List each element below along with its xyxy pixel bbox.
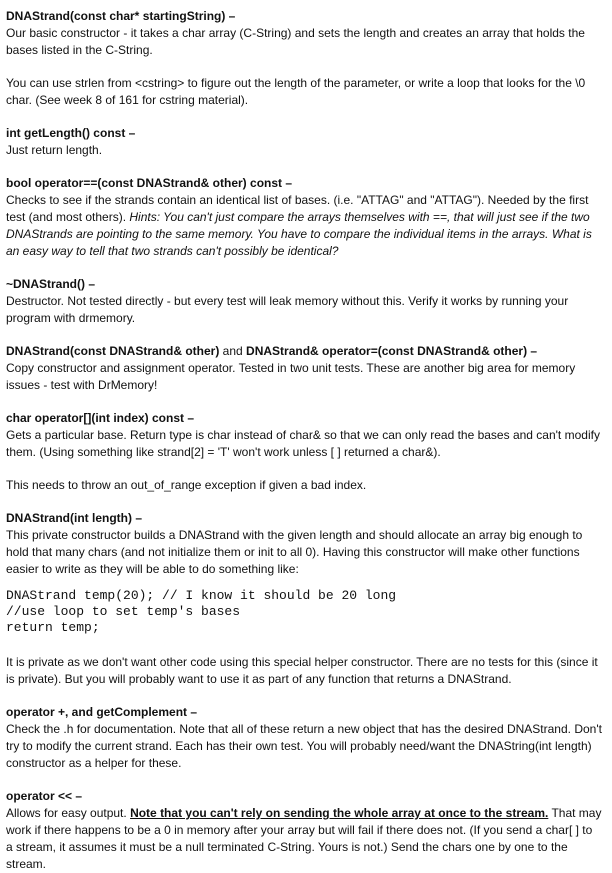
spacer: [6, 260, 602, 276]
spacer: [6, 394, 602, 410]
section-body: Copy constructor and assignment operator. Tested in two unit tests. These are another big area for memory issues - test with DrMemory!: [6, 361, 576, 392]
section-operator-plus-complement: [6, 704, 602, 772]
code-sample: [6, 588, 602, 636]
spacer: [6, 461, 602, 477]
code-line: return temp;: [6, 620, 100, 635]
section-body: [6, 192, 602, 260]
section-heading: DNAStrand(const char* startingString) –: [6, 9, 236, 23]
spacer: [6, 159, 602, 175]
section-operator-equals: [6, 175, 602, 260]
section-heading: int getLength() const –: [6, 126, 136, 140]
heading-copy-constructor: DNAStrand(const DNAStrand& other): [6, 344, 220, 358]
spacer: [6, 688, 602, 704]
section-constructor-cstring: [6, 8, 602, 59]
section-heading: [6, 343, 602, 360]
heading-and: and: [219, 344, 247, 358]
body-text: That may work if there happens to be a 0 in memory after your array but will fail if there does not. (If you send a char[ ] to a stream, it assumes it must be a null terminated C-String. Yours is not.) Send the chars one by one to the stream.: [6, 806, 602, 871]
code-line: DNAStrand temp(20); // I know it should be 20 long: [6, 588, 397, 603]
body-text: Allows for easy output.: [6, 806, 131, 820]
spacer: [6, 772, 602, 788]
section-output-operator: [6, 788, 602, 873]
section-copy-assign: [6, 343, 602, 394]
section-body: Gets a particular base. Return type is char instead of char& so that we can only read the bases and can't modify them. (Using something like strand[2] = 'T' won't work unless [ ] returned a char&).: [6, 428, 600, 459]
section-heading: char operator[](int index) const –: [6, 411, 195, 425]
code-line: //use loop to set temp's bases: [6, 604, 241, 619]
section-heading: bool operator==(const DNAStrand& other) const –: [6, 176, 293, 190]
spacer: [6, 327, 602, 343]
section-body: Check the .h for documentation. Note that all of these return a new object that has the desired DNAStrand. Don't try to modify the current strand. Each has their own test. You will probably need/want the DNAString(int length) constructor as a helper for these.: [6, 722, 602, 770]
spacer: [6, 59, 602, 75]
section-body: You can use strlen from <cstring> to figure out the length of the parameter, or write a loop that looks for the \0 char. (See week 8 of 161 for cstring material).: [6, 76, 586, 107]
section-getlength: [6, 125, 602, 159]
section-heading: ~DNAStrand() –: [6, 277, 96, 291]
spacer: [6, 109, 602, 125]
spacer: [6, 636, 602, 654]
section-heading: operator << –: [6, 789, 83, 803]
section-private-note: [6, 654, 602, 688]
spacer: [6, 578, 602, 588]
emphasis-text: Note that you can't rely on sending the whole array at once to the stream.: [130, 806, 549, 820]
section-body: Destructor. Not tested directly - but every test will leak memory without this. Verify it works by running your program with drmemory.: [6, 294, 569, 325]
section-body: [6, 805, 602, 873]
section-body: It is private as we don't want other code using this special helper constructor. There are no tests for this (since it is private). But you will probably want to use it as part of any function that returns a DNAStrand.: [6, 655, 598, 686]
section-heading: DNAStrand(int length) –: [6, 511, 142, 525]
section-body: This private constructor builds a DNAStrand with the given length and should allocate an array big enough to hold that many chars (and not initialize them or init to all 0). Having this constructor will make other functions easier to write as they will be able to do something like:: [6, 528, 583, 576]
section-body: Just return length.: [6, 143, 103, 157]
section-private-constructor: [6, 510, 602, 578]
section-strlen-note: [6, 75, 602, 109]
section-subscript-operator: [6, 410, 602, 461]
hints-text: Hints: You can't just compare the arrays themselves with ==, that will just see if the two DNAStrands are pointing to the same memory. You have to compare the individual items in the arrays. What is an easy way to tell that two strands can't possibly be identical?: [6, 210, 592, 258]
heading-assignment-operator: DNAStrand& operator=(const DNAStrand& other): [246, 344, 528, 358]
body-text: Checks to see if the strands contain an identical list of bases. (i.e. "ATTAG" and "ATTAG"). Needed by the first test (and most others).: [6, 193, 589, 224]
section-heading: operator +, and getComplement –: [6, 705, 198, 719]
section-destructor: [6, 276, 602, 327]
section-out-of-range: [6, 477, 602, 494]
spacer: [6, 494, 602, 510]
section-body: Our basic constructor - it takes a char array (C-String) and sets the length and creates an array that holds the bases listed in the C-String.: [6, 26, 585, 57]
heading-dash: –: [527, 344, 538, 358]
section-body: This needs to throw an out_of_range exception if given a bad index.: [6, 478, 367, 492]
